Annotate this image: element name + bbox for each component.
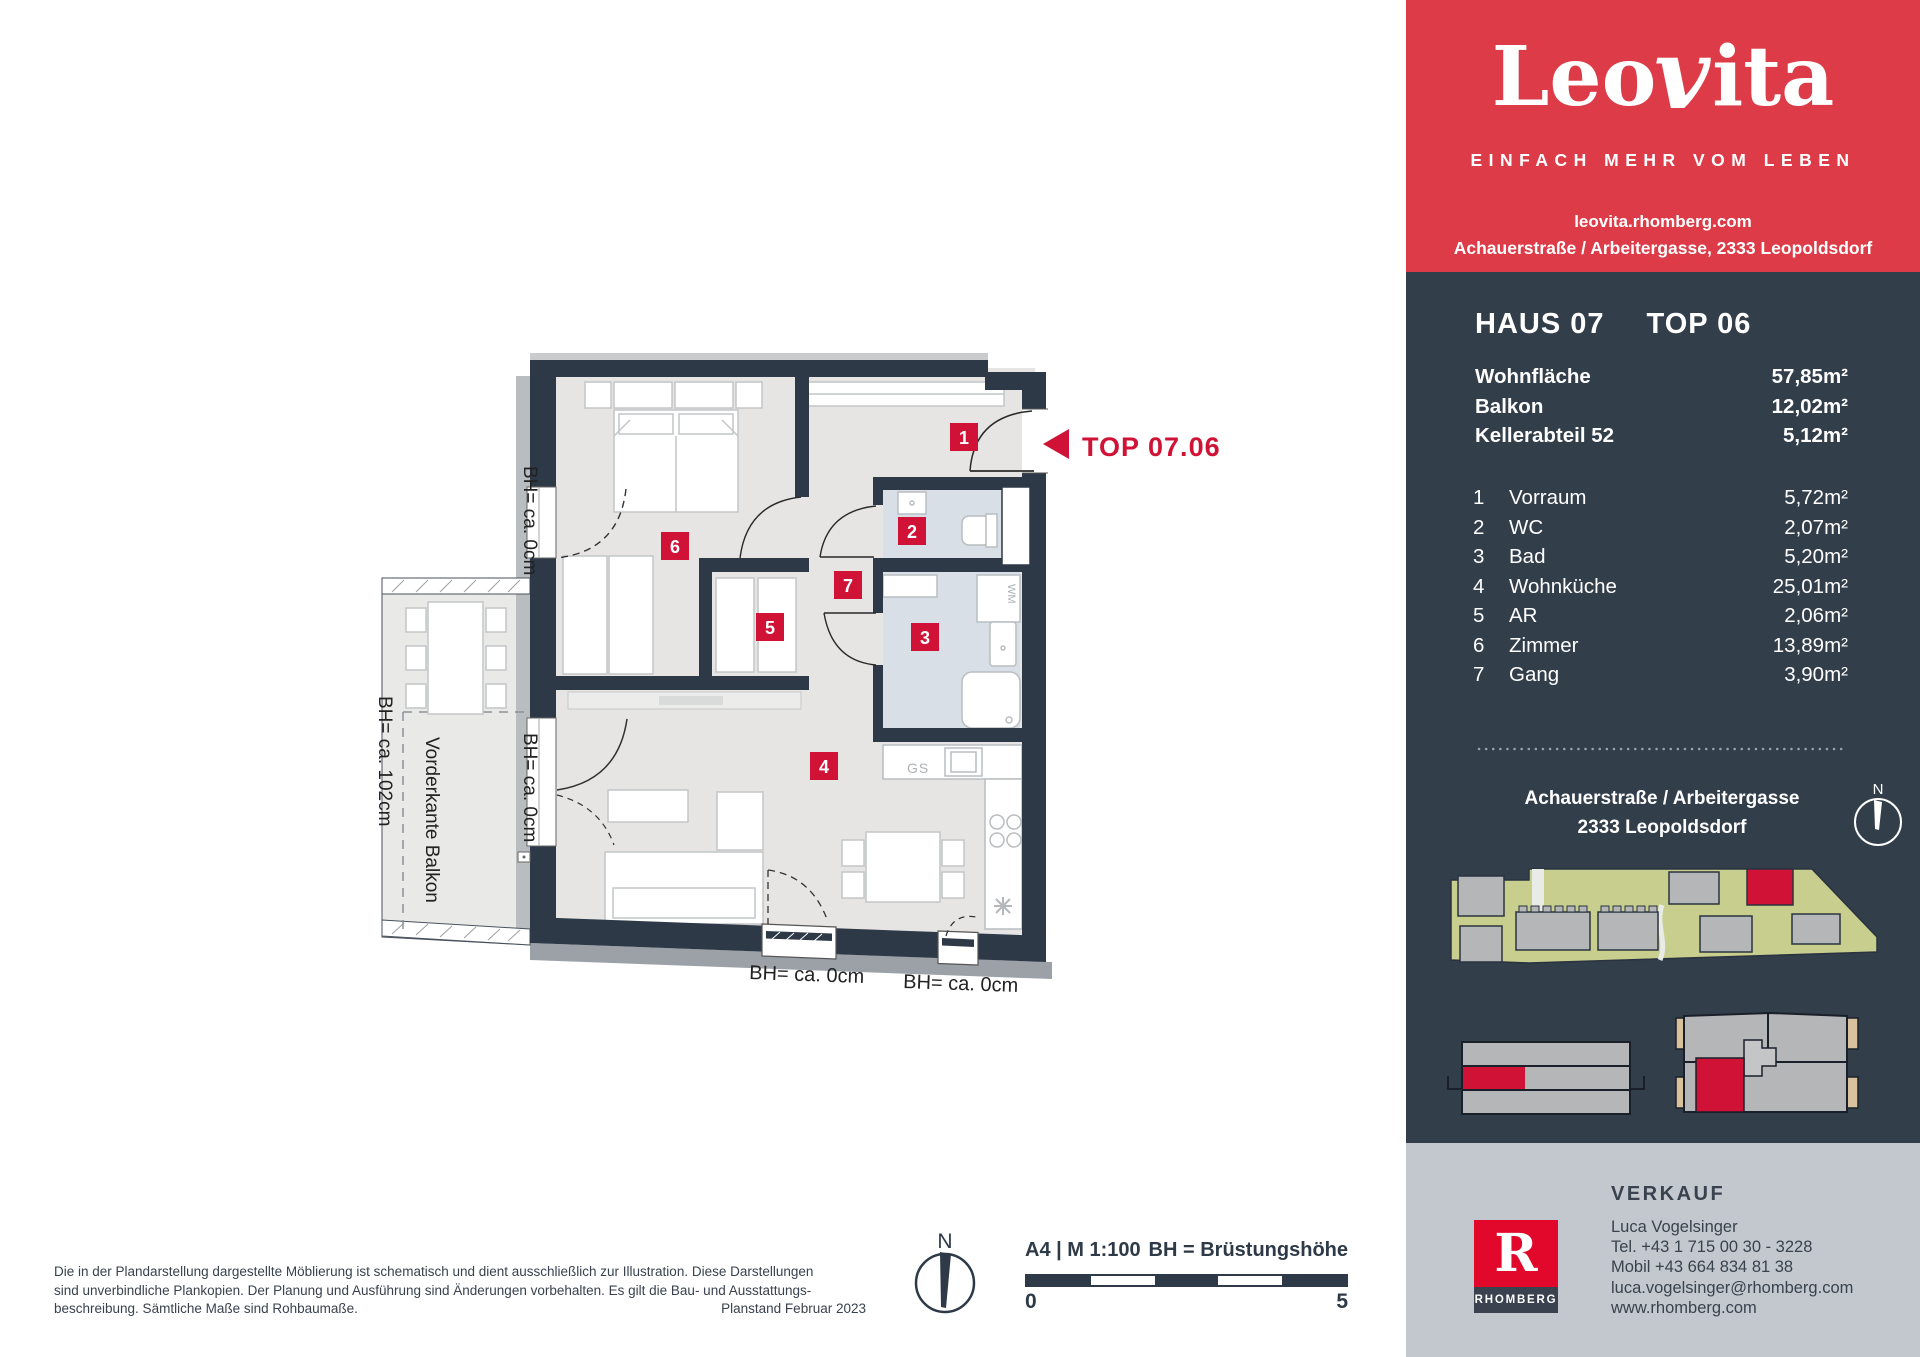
area-row: Balkon 12,02m²: [1475, 394, 1848, 418]
rhomberg-logo-name: RHOMBERG: [1474, 1287, 1558, 1313]
contact-mobil: Mobil +43 664 834 81 38: [1611, 1258, 1794, 1277]
room-row: 5 AR 2,06m²: [1473, 604, 1848, 627]
elevation-diagram: [1448, 1042, 1644, 1114]
north-compass: [900, 1218, 1000, 1323]
floor-plan: [330, 330, 1280, 1030]
room-row: 1 Vorraum 5,72m²: [1473, 486, 1848, 509]
room-row: 4 Wohnküche 25,01m²: [1473, 574, 1848, 598]
logo-part: Leo: [1491, 29, 1657, 125]
rhomberg-logo-mark: R: [1474, 1220, 1558, 1287]
bh-label-left-top: BH= ca. 0cm: [519, 466, 540, 576]
svg-text:5: 5: [764, 618, 776, 638]
svg-text:4: 4: [818, 757, 830, 777]
svg-text:6: 6: [669, 537, 681, 557]
scale-labels: 0 5: [1025, 1290, 1348, 1313]
svg-text:1: 1: [958, 428, 970, 448]
verkauf-heading: VERKAUF: [1611, 1183, 1726, 1205]
sideboard-item: [659, 696, 723, 705]
area-row: Wohnfläche 57,85m²: [1475, 365, 1848, 388]
room-row: 7 Gang 3,90m²: [1473, 663, 1848, 686]
site-plan: [1451, 869, 1877, 963]
highlighted-unit: [1696, 1058, 1744, 1112]
balcony-furniture: [406, 602, 506, 714]
rhomberg-logo: [1474, 1220, 1558, 1313]
unit-panel: [1406, 272, 1920, 1143]
brand-header: [1406, 0, 1920, 272]
footprint-diagram: [1676, 1013, 1858, 1112]
top-lintel: [530, 353, 988, 360]
wardrobe: [563, 556, 607, 674]
sheet-info: [1025, 1239, 1348, 1262]
left-facade-strip: [516, 376, 530, 930]
bh-label-bottom-1: BH= ca. 0cm: [748, 962, 865, 989]
room-row: 6 Zimmer 13,89m²: [1473, 633, 1848, 657]
contact-email: luca.vogelsinger@rhomberg.com: [1611, 1278, 1854, 1297]
brand-tagline: EINFACH MEHR VOM LEBEN: [1470, 150, 1856, 170]
vorderkante-label: Vorderkante Balkon: [421, 737, 442, 903]
sheet-scale: A4 | M 1:100: [1025, 1239, 1141, 1261]
disclaimer: Die in der Plandarstellung dargestellte Möblierung ist schematisch und dient ausschließlich zur Illustration. Diese Darstellungen sind unverbindliche Plankopien. Der Planung und Ausführung sind Änderungen vorbehalten. Es gilt die Bau- und Ausstattungs- Planstand Februar 2023 beschreibung. Sämtliche Maße sind Rohbaumaße.: [54, 1263, 866, 1319]
room-row: 2 WC 2,07m²: [1473, 515, 1848, 539]
room-row: 3 Bad 5,20m²: [1473, 545, 1848, 568]
highlighted-floor: [1463, 1067, 1525, 1089]
gs-label: GS: [907, 760, 930, 776]
panel-graphics: [1406, 272, 1920, 1143]
svg-text:7: 7: [842, 576, 854, 596]
contact-tel: Tel. +43 1 715 00 30 - 3228: [1611, 1238, 1813, 1257]
contact-name: Luca Vogelsinger: [1611, 1218, 1738, 1236]
scale-bar: [1025, 1274, 1348, 1287]
brand-address: Achauerstraße / Arbeitergasse, 2333 Leopoldsdorf: [1453, 238, 1873, 258]
shaft-niche: [1002, 487, 1030, 565]
compass-n: N: [937, 1230, 953, 1253]
contact-details: [1611, 1217, 1853, 1318]
project-address: Achauerstraße / Arbeitergasse 2333 Leopoldsdorf: [1524, 788, 1800, 838]
svg-text:3: 3: [919, 628, 931, 648]
contact-band: [1406, 1143, 1920, 1357]
haus-number: HAUS 07: [1475, 308, 1605, 340]
logo-part: ita: [1712, 29, 1835, 125]
panel-compass: [1855, 781, 1901, 845]
area-row: Kellerabteil 52 5,12m²: [1475, 424, 1848, 447]
bh-legend: BH = Brüstungshöhe: [1148, 1239, 1348, 1261]
top-marker: TOP 07.06: [1082, 432, 1221, 462]
dining-table: [866, 832, 940, 902]
bh-label-bottom-2: BH= ca. 0cm: [902, 971, 1019, 998]
brand-website: leovita.rhomberg.com: [1574, 212, 1752, 231]
svg-text:2: 2: [906, 522, 918, 542]
compass-n: N: [1872, 781, 1884, 798]
wardrobe: [609, 556, 653, 674]
sink-icon: [994, 897, 1012, 915]
bh-label-left-bottom: BH= ca. 0cm: [519, 733, 540, 843]
planstand: Planstand Februar 2023: [721, 1301, 866, 1316]
bh-label-balcony: BH= ca. 102cm: [374, 696, 395, 827]
logo-swash: v: [1654, 18, 1711, 131]
wm-label: WM: [1005, 584, 1017, 604]
sofa-chaise: [717, 792, 763, 850]
highlighted-building: [1747, 869, 1793, 905]
top-number: TOP 06: [1646, 308, 1752, 340]
leovita-logo: [1406, 18, 1920, 131]
contact-web: www.rhomberg.com: [1611, 1298, 1757, 1317]
